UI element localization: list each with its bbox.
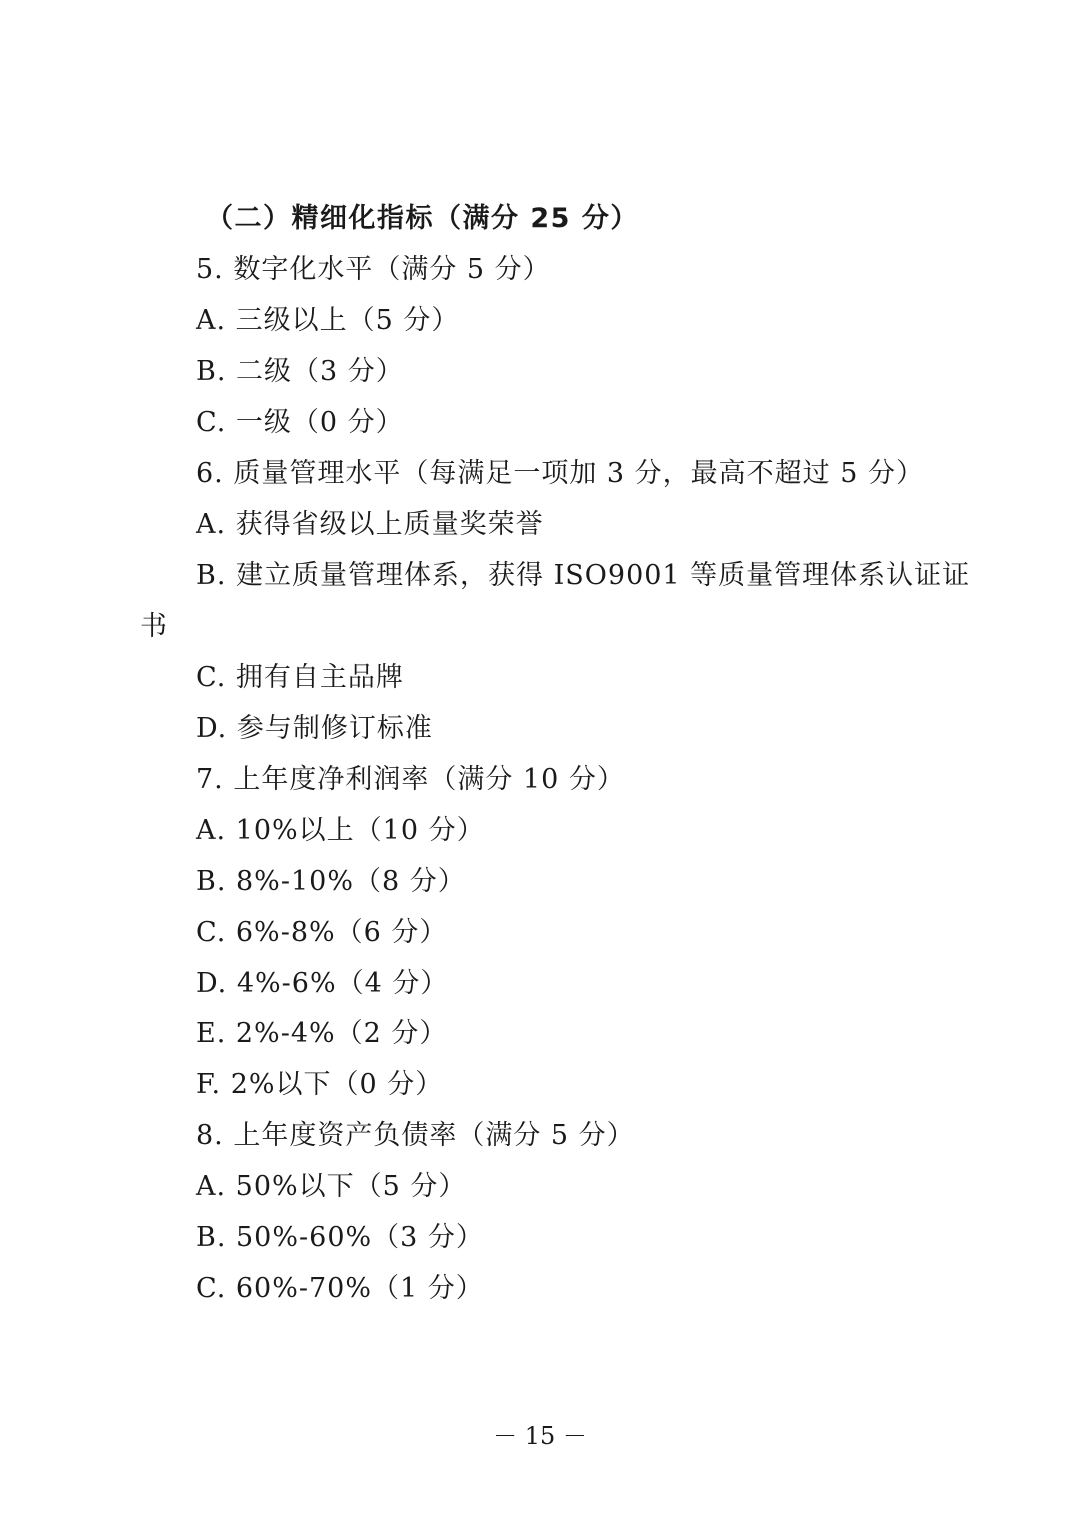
page-number: － 15 － (493, 1422, 587, 1450)
item-8-title: 8. 上年度资产负债率（满分 5 分） (196, 1120, 635, 1151)
item-6-option-b-line1: B. 建立质量管理体系，获得 ISO9001 等质量管理体系认证证 (196, 560, 971, 591)
item-8-option-a: A. 50%以下（5 分） (196, 1171, 467, 1202)
item-6-option-c: C. 拥有自主品牌 (196, 662, 404, 693)
item-7-option-c: C. 6%-8%（6 分） (196, 917, 448, 948)
item-6-option-b-line2: 书 (140, 611, 168, 642)
item-6-title: 6. 质量管理水平（每满足一项加 3 分，最高不超过 5 分） (196, 458, 925, 489)
item-8-option-b: B. 50%-60%（3 分） (196, 1222, 484, 1253)
item-8-option-c: C. 60%-70%（1 分） (196, 1273, 484, 1304)
section-heading: （二）精细化指标（满分 25 分） (206, 203, 639, 234)
item-7-option-d: D. 4%-6%（4 分） (196, 968, 449, 999)
item-7-title: 7. 上年度净利润率（满分 10 分） (196, 764, 625, 795)
item-5-title: 5. 数字化水平（满分 5 分） (196, 254, 551, 285)
item-7-option-f: F. 2%以下（0 分） (196, 1069, 444, 1100)
item-5-option-c: C. 一级（0 分） (196, 407, 404, 438)
item-5-option-a: A. 三级以上（5 分） (196, 305, 460, 336)
item-5-option-b: B. 二级（3 分） (196, 356, 404, 387)
item-6-option-a: A. 获得省级以上质量奖荣誉 (196, 509, 544, 540)
item-7-option-e: E. 2%-4%（2 分） (196, 1018, 448, 1049)
item-6-option-d: D. 参与制修订标准 (196, 713, 433, 744)
item-7-option-a: A. 10%以上（10 分） (196, 815, 485, 846)
item-7-option-b: B. 8%-10%（8 分） (196, 866, 466, 897)
